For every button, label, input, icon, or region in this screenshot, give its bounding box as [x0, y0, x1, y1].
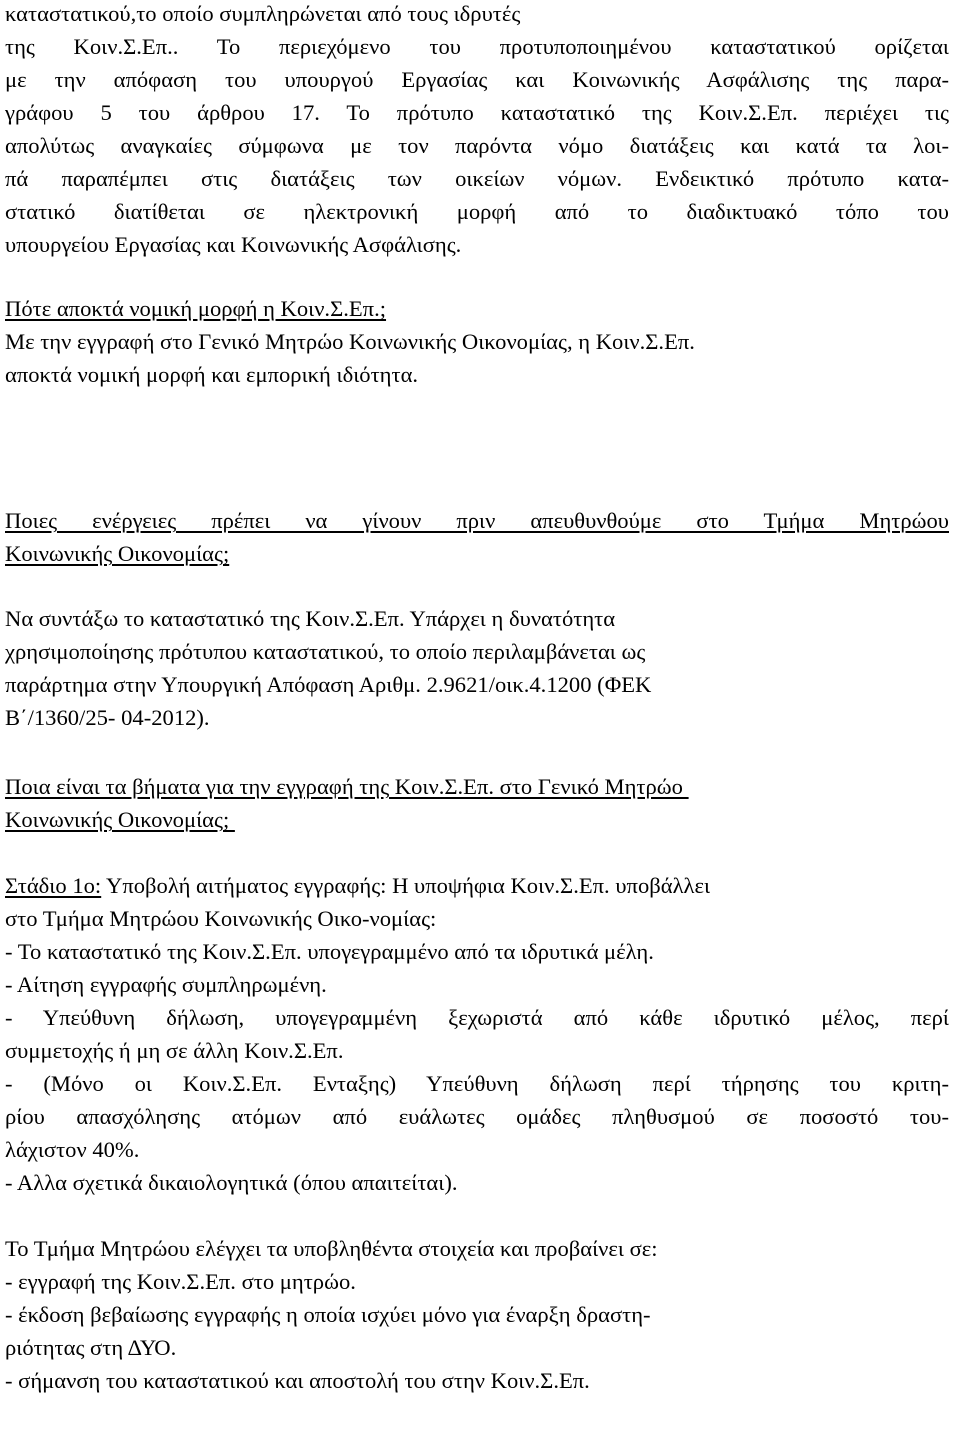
list-item: ρίου απασχόλησης ατόμων από ευάλωτες ομάδες πληθυσμού σε ποσοστό του-: [5, 1104, 949, 1129]
list-item: - Αλλα σχετικά δικαιολογητικά (όπου απαιτείται).: [5, 1170, 458, 1195]
intro-line: με την απόφαση του υπουργού Εργασίας και Κοινωνικής Ασφάλισης της παρα-: [5, 67, 949, 92]
section-line: στο Τμήμα Μητρώου Κοινωνικής Οικο-νομίας:: [5, 906, 437, 931]
list-item: - έκδοση βεβαίωσης εγγραφής η οποία ισχύει μόνο για έναρξη δραστη-: [5, 1302, 651, 1327]
section-heading: Πότε αποκτά νομική μορφή η Κοιν.Σ.Επ.;: [5, 296, 387, 321]
list-item: ριότητας στη ΔΥΟ.: [5, 1335, 177, 1360]
section-line: χρησιμοποίησης πρότυπου καταστατικού, το οποίο περιλαμβάνεται ως: [5, 639, 646, 664]
list-item: - (Μόνο οι Κοιν.Σ.Επ. Ενταξης) Υπεύθυνη δήλωση περί τήρησης του κριτη-: [5, 1071, 949, 1096]
section-line: Με την εγγραφή στο Γενικό Μητρώο Κοινωνικής Οικονομίας, η Κοιν.Σ.Επ.: [5, 329, 695, 354]
stage-label: Στάδιο 1ο:: [5, 873, 102, 898]
intro-line: πά παραπέμπει στις διατάξεις των οικείων νόμων. Ενδεικτικό πρότυπο κατα-: [5, 166, 949, 191]
intro-line: στατικό διατίθεται σε ηλεκτρονική μορφή από το διαδικτυακό τόπο του: [5, 199, 949, 224]
list-item: συμμετοχής ή μη σε άλλη Κοιν.Σ.Επ.: [5, 1038, 344, 1063]
list-item: - Το καταστατικό της Κοιν.Σ.Επ. υπογεγραμμένο από τα ιδρυτικά μέλη.: [5, 939, 654, 964]
list-item: - εγγραφή της Κοιν.Σ.Επ. στο μητρώο.: [5, 1269, 356, 1294]
section-line: Το Τμήμα Μητρώου ελέγχει τα υποβληθέντα στοιχεία και προβαίνει σε:: [5, 1236, 658, 1261]
list-item: - Υπεύθυνη δήλωση, υπογεγραμμένη ξεχωριστά από κάθε ιδρυτικό μέλος, περί: [5, 1005, 949, 1030]
section-heading: Κοινωνικής Οικονομίας;: [5, 541, 230, 566]
intro-line: της Κοιν.Σ.Επ.. Το περιεχόμενο του προτυποποιημένου καταστατικού ορίζεται: [5, 34, 949, 59]
section-line: παράρτημα στην Υπουργική Απόφαση Αριθμ. 2.9621/οικ.4.1200 (ΦΕΚ: [5, 672, 652, 697]
stage-line: [5, 872, 710, 900]
intro-line: καταστατικού,το οποίο συμπληρώνεται από τους ιδρυτές: [5, 1, 521, 26]
section-heading: Ποιες ενέργειες πρέπει να γίνουν πριν απευθυνθούμε στο Τμήμα Μητρώου: [5, 508, 949, 533]
section-heading: Κοινωνικής Οικονομίας;: [5, 807, 235, 832]
section-heading: Ποια είναι τα βήματα για την εγγραφή της Κοιν.Σ.Επ. στο Γενικό Μητρώο: [5, 774, 689, 799]
section-line: αποκτά νομική μορφή και εμπορική ιδιότητα.: [5, 362, 419, 387]
intro-line: υπουργείου Εργασίας και Κοινωνικής Ασφάλισης.: [5, 232, 462, 257]
section-line: Β΄/1360/25- 04-2012).: [5, 705, 210, 730]
intro-line: γράφου 5 του άρθρου 17. Το πρότυπο καταστατικό της Κοιν.Σ.Επ. περιέχει τις: [5, 100, 949, 125]
intro-line: απολύτως αναγκαίες σύμφωνα με τον παρόντα νόμο διατάξεις και κατά τα λοι-: [5, 133, 949, 158]
list-item: - σήμανση του καταστατικού και αποστολή του στην Κοιν.Σ.Επ.: [5, 1368, 590, 1393]
list-item: - Αίτηση εγγραφής συμπληρωμένη.: [5, 972, 327, 997]
stage-text: Υποβολή αιτήματος εγγραφής: Η υποψήφια Κοιν.Σ.Επ. υποβάλλει: [101, 873, 711, 898]
section-line: Να συντάξω το καταστατικό της Κοιν.Σ.Επ. Υπάρχει η δυνατότητα: [5, 606, 616, 631]
list-item: λάχιστον 40%.: [5, 1137, 140, 1162]
